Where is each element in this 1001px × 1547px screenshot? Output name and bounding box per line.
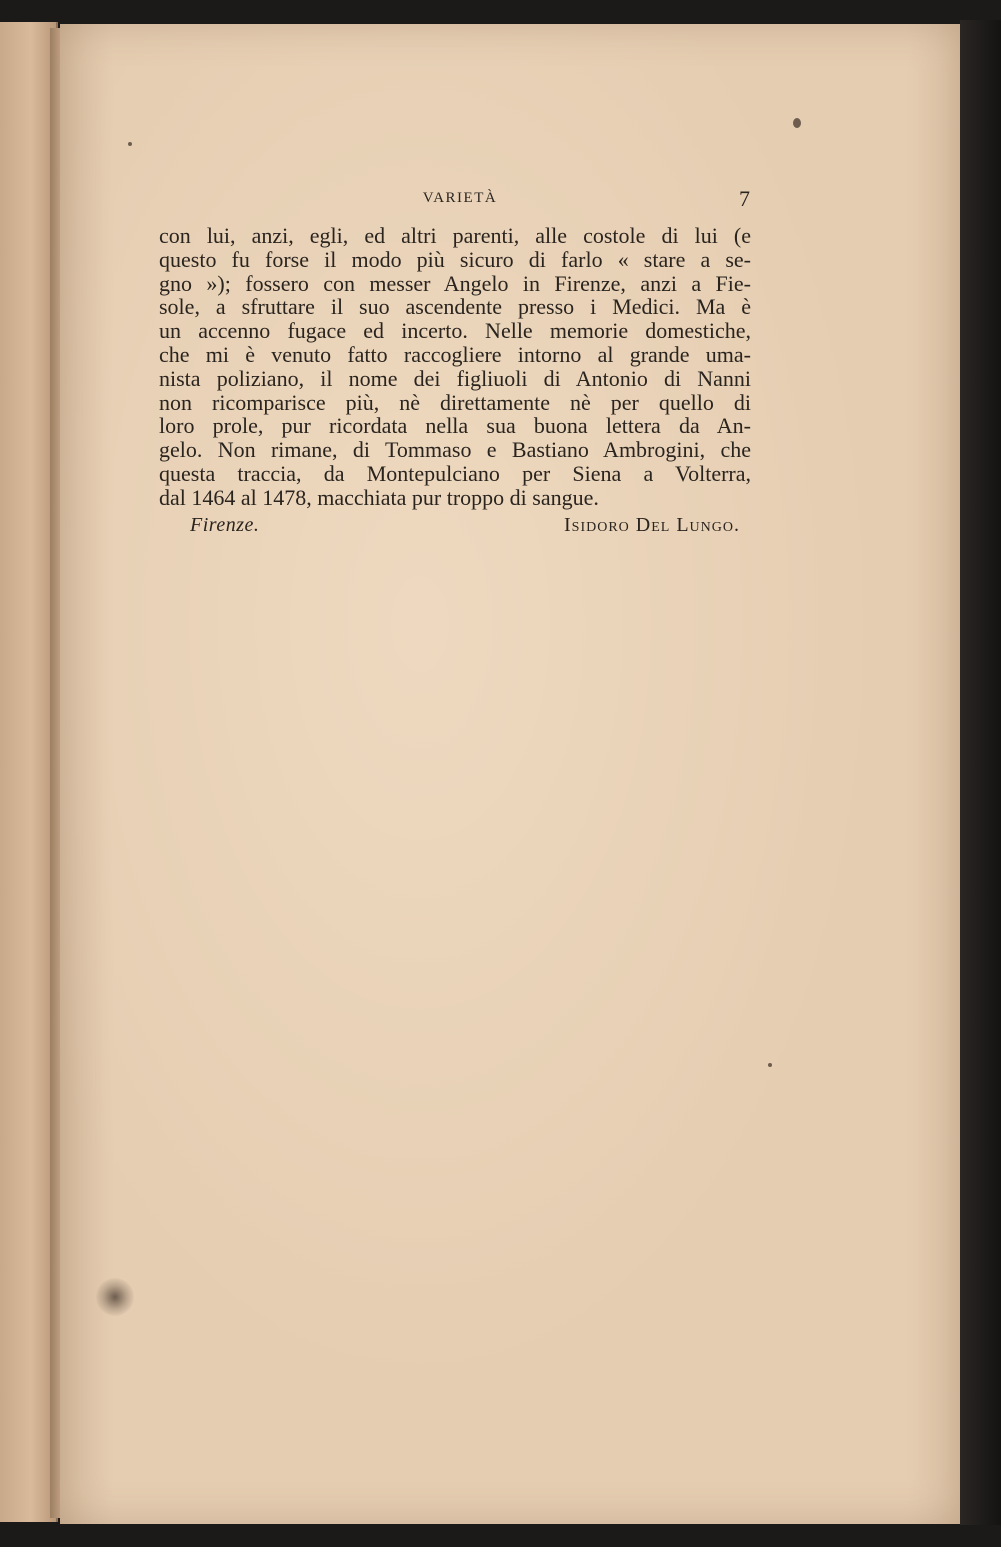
page-number: 7 bbox=[739, 186, 750, 211]
paper-speck bbox=[768, 1063, 772, 1067]
text-line: questo fu forse il modo più sicuro di farlo « stare a se- bbox=[159, 246, 751, 272]
running-head bbox=[160, 187, 750, 213]
signoff-place: Firenze. bbox=[190, 514, 260, 536]
paper-speck bbox=[793, 118, 801, 128]
ink-smudge bbox=[96, 1278, 134, 1316]
text-line: gno »); fossero con messer Angelo in Firenze, anzi a Fie- bbox=[159, 270, 751, 296]
text-line: un accenno fugace ed incerto. Nelle memorie domestiche, bbox=[159, 318, 751, 344]
text-line: nista poliziano, il nome dei figliuoli di Antonio di Nanni bbox=[159, 365, 751, 391]
signoff bbox=[190, 514, 750, 544]
right-cover-edge bbox=[960, 20, 1001, 1525]
body-paragraph bbox=[159, 224, 751, 510]
paper-speck bbox=[128, 142, 132, 146]
text-line: loro prole, pur ricordata nella sua buona lettera da An- bbox=[159, 413, 751, 439]
text-line: questa traccia, da Montepulciano per Siena a Volterra, bbox=[159, 460, 751, 486]
text-line: che mi è venuto fatto raccogliere intorno al grande uma- bbox=[159, 341, 751, 367]
text-line: sole, a sfruttare il suo ascendente presso i Medici. Ma è bbox=[159, 294, 751, 320]
text-line: con lui, anzi, egli, ed altri parenti, alle costole di lui (e bbox=[159, 223, 751, 248]
signoff-author: Isidoro Del Lungo. bbox=[564, 514, 740, 536]
running-title: VARIETÀ bbox=[422, 190, 498, 206]
text-line: gelo. Non rimane, di Tommaso e Bastiano Ambrogini, che bbox=[159, 437, 751, 463]
text-line: non ricomparisce più, nè direttamente nè per quello di bbox=[159, 389, 751, 415]
text-line: dal 1464 al 1478, macchiata pur troppo di sangue. bbox=[159, 484, 599, 510]
